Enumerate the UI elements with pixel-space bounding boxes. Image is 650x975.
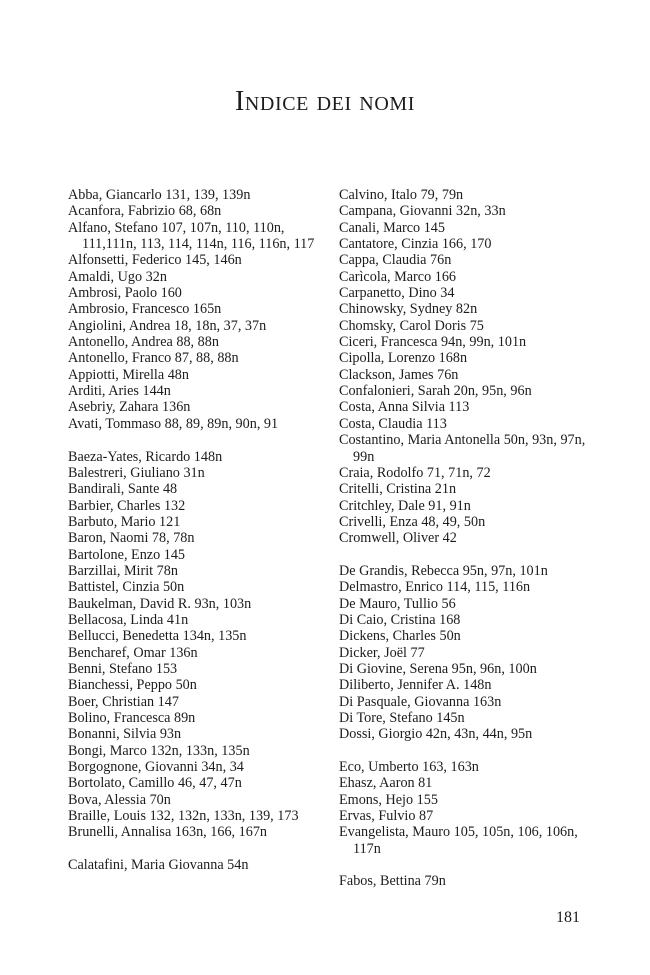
index-entry: Bongi, Marco 132n, 133n, 135n xyxy=(68,742,250,759)
index-entry: Canali, Marco 145 xyxy=(339,219,445,236)
index-entry: Barbier, Charles 132 xyxy=(68,497,186,514)
index-entry: De Grandis, Rebecca 95n, 97n, 101n xyxy=(339,562,548,579)
index-entry: Bonanni, Silvia 93n xyxy=(68,726,182,743)
index-entry: Baron, Naomi 78, 78n xyxy=(68,530,195,547)
index-entry: Amaldi, Ugo 32n xyxy=(68,268,167,285)
index-entry: Crivelli, Enza 48, 49, 50n xyxy=(339,513,486,530)
index-entry: Ambrosio, Francesco 165n xyxy=(68,301,222,318)
index-entry: Di Tore, Stefano 145n xyxy=(339,710,465,726)
index-entry: Benni, Stefano 153 xyxy=(68,660,178,677)
index-entry: Acanfora, Fabrizio 68, 68n xyxy=(68,203,222,220)
index-entry: Bartolone, Enzo 145 xyxy=(68,546,186,563)
index-entry: Ciceri, Francesca 94n, 99n, 101n xyxy=(339,334,527,351)
index-entry: Delmastro, Enrico 114, 115, 116n xyxy=(339,579,531,596)
index-entry: Ervas, Fulvio 87 xyxy=(339,808,434,825)
index-entry: Costa, Claudia 113 xyxy=(339,415,447,432)
index-entry: Critelli, Cristina 21n xyxy=(339,481,457,498)
index-entry: Arditi, Aries 144n xyxy=(68,383,171,400)
index-entry: Dossi, Giorgio 42n, 43n, 44n, 95n xyxy=(339,726,533,743)
index-entry: Avati, Tommaso 88, 89, 89n, 90n, 91 xyxy=(68,415,279,432)
index-entry: Carpanetto, Dino 34 xyxy=(339,285,455,302)
index-entry: Brunelli, Annalisa 163n, 166, 167n xyxy=(68,824,268,841)
letter-group-separator xyxy=(68,841,330,857)
index-entry: Antonello, Franco 87, 88, 88n xyxy=(68,350,239,367)
index-entry: Balestreri, Giuliano 31n xyxy=(68,464,205,481)
index-entry: Angiolini, Andrea 18, 18n, 37, 37n xyxy=(68,317,267,334)
index-entry: Evangelista, Mauro 105, 105n, 106, 106n, 117n xyxy=(339,824,578,857)
index-column-right xyxy=(339,187,609,890)
index-entry: Bellucci, Benedetta 134n, 135n xyxy=(68,628,247,645)
page-title: Indice dei nomi xyxy=(234,86,416,117)
index-entry: Di Giovine, Serena 95n, 96n, 100n xyxy=(339,660,537,677)
index-entry: Bandirali, Sante 48 xyxy=(68,481,178,498)
index-entry: Cipolla, Lorenzo 168n xyxy=(339,350,468,367)
index-entry: Costantino, Maria Antonella 50n, 93n, 97n, 99n xyxy=(339,432,586,465)
index-entry: Bianchessi, Peppo 50n xyxy=(68,677,197,694)
letter-group-separator xyxy=(339,547,609,563)
index-entry: Costa, Anna Silvia 113 xyxy=(339,399,470,416)
index-entry: Bolino, Francesca 89n xyxy=(68,710,196,726)
index-entry: Clackson, James 76n xyxy=(339,366,459,383)
index-entry: Antonello, Andrea 88, 88n xyxy=(68,334,219,351)
index-entry: Dickens, Charles 50n xyxy=(339,628,461,645)
index-entry: Abba, Giancarlo 131, 139, 139n xyxy=(68,187,251,203)
index-entry: Bortolato, Camillo 46, 47, 47n xyxy=(68,775,242,792)
index-entry: Bencharef, Omar 136n xyxy=(68,644,198,661)
index-entry: Di Pasquale, Giovanna 163n xyxy=(339,693,502,710)
index-entry: Chomsky, Carol Doris 75 xyxy=(339,317,484,334)
index-entry: Diliberto, Jennifer A. 148n xyxy=(339,677,492,694)
index-entry: Chinowsky, Sydney 82n xyxy=(339,301,478,318)
index-entry: Baukelman, David R. 93n, 103n xyxy=(68,595,252,612)
index-entry: Confalonieri, Sarah 20n, 95n, 96n xyxy=(339,383,532,400)
letter-group-separator xyxy=(68,432,330,448)
index-entry: Campana, Giovanni 32n, 33n xyxy=(339,203,506,220)
index-entry: Calatafini, Maria Giovanna 54n xyxy=(68,857,249,874)
index-column-left xyxy=(68,187,330,873)
index-entry: Calvino, Italo 79, 79n xyxy=(339,187,464,203)
index-entry: Emons, Hejo 155 xyxy=(339,791,438,808)
index-entry: Eco, Umberto 163, 163n xyxy=(339,759,479,776)
index-entry: Barbuto, Mario 121 xyxy=(68,513,181,530)
index-entry: Barzillai, Mirit 78n xyxy=(68,562,178,579)
index-entry: Critchley, Dale 91, 91n xyxy=(339,497,471,514)
index-entry: Alfonsetti, Federico 145, 146n xyxy=(68,252,242,269)
index-entry: Ambrosi, Paolo 160 xyxy=(68,285,182,302)
index-entry: Alfano, Stefano 107, 107n, 110, 110n, 111,111n, 113, 114, 114n, 116, 116n, 117 xyxy=(68,219,315,253)
letter-group-separator xyxy=(339,857,609,873)
page-number: 181 xyxy=(556,909,580,926)
index-entry: Baeza-Yates, Ricardo 148n xyxy=(68,448,223,465)
index-entry: Battistel, Cinzia 50n xyxy=(68,579,185,596)
index-entry: Braille, Louis 132, 132n, 133n, 139, 173 xyxy=(68,808,299,825)
index-entry: Cappa, Claudia 76n xyxy=(339,252,452,269)
index-entry: Bellacosa, Linda 41n xyxy=(68,611,189,628)
index-entry: Cromwell, Oliver 42 xyxy=(339,530,457,547)
index-entry: Dicker, Joël 77 xyxy=(339,644,425,661)
index-entry: Appiotti, Mirella 48n xyxy=(68,366,189,383)
index-entry: Boer, Christian 147 xyxy=(68,693,179,710)
index-entry: Asebriy, Zahara 136n xyxy=(68,399,191,416)
index-entry: Bova, Alessia 70n xyxy=(68,791,171,808)
index-entry: Ehasz, Aaron 81 xyxy=(339,775,433,792)
index-entry: Fabos, Bettina 79n xyxy=(339,873,446,890)
index-entry: De Mauro, Tullio 56 xyxy=(339,595,456,612)
index-entry: Borgognone, Giovanni 34n, 34 xyxy=(68,759,244,776)
index-entry: Cantatore, Cinzia 166, 170 xyxy=(339,236,492,253)
index-entry: Carìcola, Marco 166 xyxy=(339,268,457,285)
index-entry: Di Caio, Cristina 168 xyxy=(339,611,461,628)
letter-group-separator xyxy=(339,743,609,759)
index-entry: Craia, Rodolfo 71, 71n, 72 xyxy=(339,464,491,481)
